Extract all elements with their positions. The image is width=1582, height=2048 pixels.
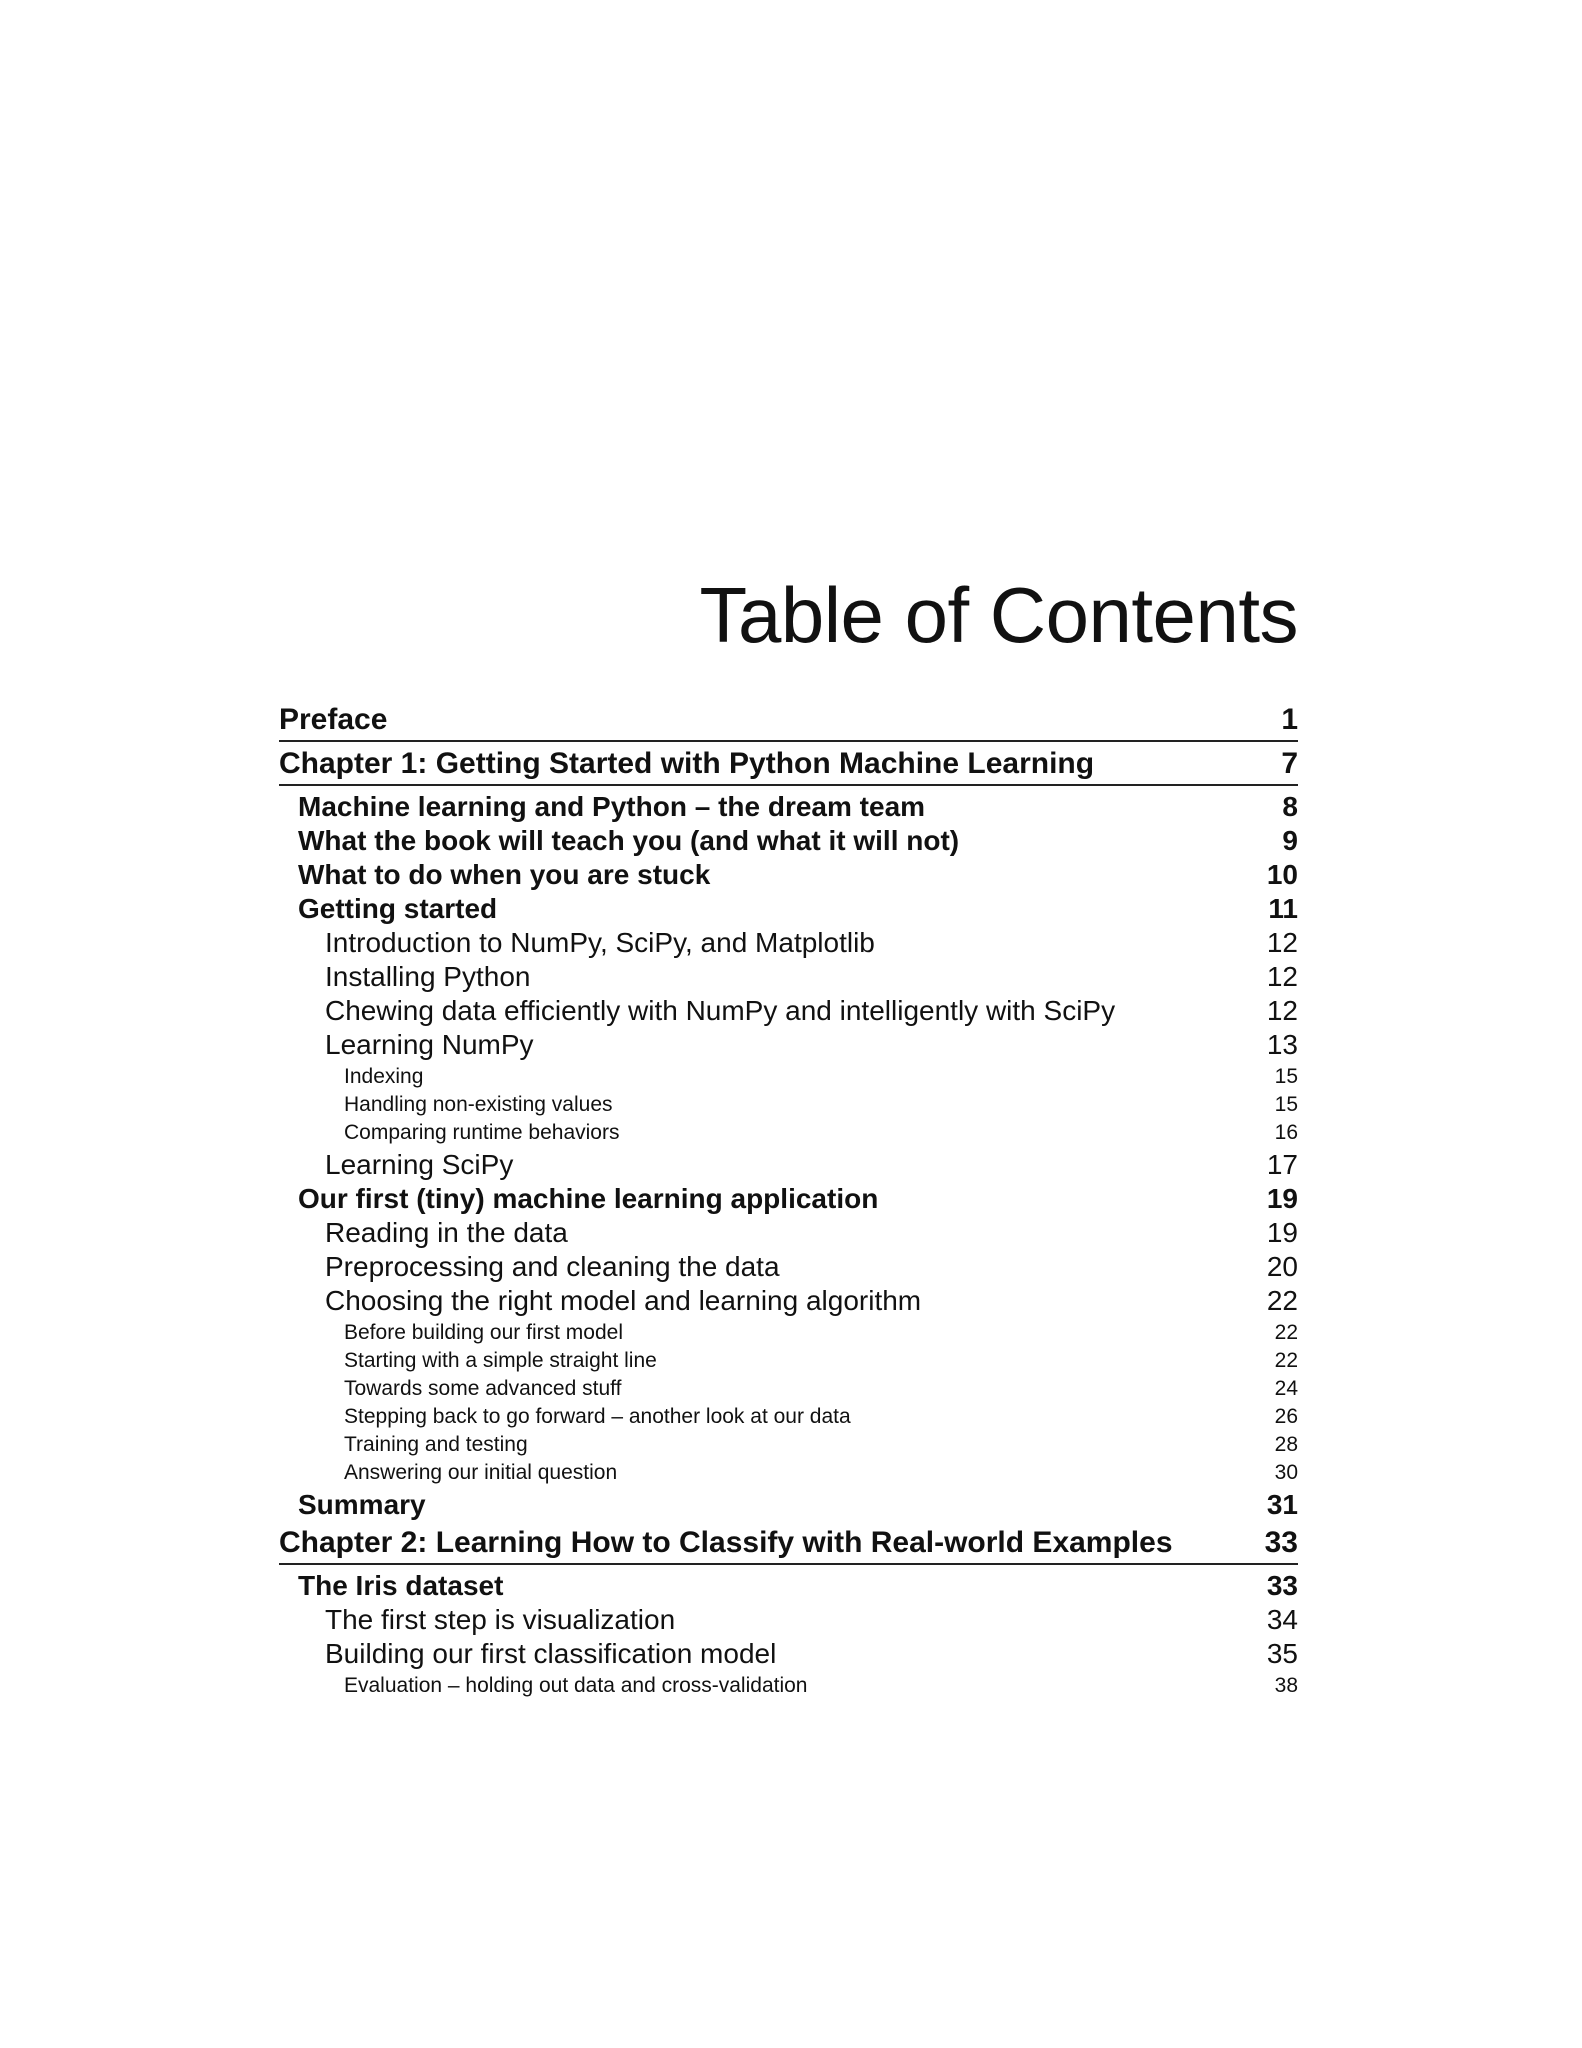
toc-entry-label: Preface <box>279 703 388 736</box>
toc-entry-section[interactable] <box>279 1569 1298 1603</box>
toc-entry-label: Installing Python <box>325 961 531 992</box>
toc-entry-page: 9 <box>1282 825 1298 856</box>
toc-entry-topic[interactable] <box>279 1119 1298 1147</box>
toc-entry-page: 20 <box>1266 1251 1298 1282</box>
toc-entry-label: The Iris dataset <box>298 1570 504 1601</box>
toc-entry-subsection[interactable] <box>279 1028 1298 1062</box>
toc-entry-label: Reading in the data <box>325 1217 568 1248</box>
toc-entry-topic[interactable] <box>279 1347 1298 1375</box>
toc-entry-subsection[interactable] <box>279 1250 1298 1284</box>
toc-entry-label: Introduction to NumPy, SciPy, and Matplotlib <box>325 927 875 958</box>
toc-entry-section[interactable] <box>279 790 1298 824</box>
toc-entry-page: 31 <box>1266 1489 1298 1520</box>
toc-entry-page: 30 <box>1274 1461 1298 1484</box>
toc-entry-page: 26 <box>1274 1405 1298 1428</box>
toc-entry-chapter-1[interactable] <box>279 744 1298 786</box>
toc-entry-label: Starting with a simple straight line <box>344 1349 657 1372</box>
toc-entry-section[interactable] <box>279 824 1298 858</box>
toc-entry-section[interactable] <box>279 1488 1298 1522</box>
toc-entry-page: 35 <box>1266 1638 1298 1669</box>
toc-entry-topic[interactable] <box>279 1403 1298 1431</box>
toc-entry-page: 16 <box>1274 1121 1298 1144</box>
toc-entry-page: 17 <box>1266 1149 1298 1180</box>
toc-entry-topic[interactable] <box>279 1672 1298 1700</box>
toc-entry-subsection[interactable] <box>279 1216 1298 1250</box>
toc-entry-page: 38 <box>1274 1674 1298 1697</box>
toc-entry-page: 19 <box>1266 1217 1298 1248</box>
toc-entry-subsection[interactable] <box>279 994 1298 1028</box>
toc-entry-label: What the book will teach you (and what it will not) <box>298 825 960 856</box>
toc-entry-subsection[interactable] <box>279 1284 1298 1318</box>
toc-entry-page: 11 <box>1268 893 1298 924</box>
toc-entry-preface[interactable] <box>279 700 1298 742</box>
toc-entry-label: Comparing runtime behaviors <box>344 1121 620 1144</box>
toc-entry-label: Preprocessing and cleaning the data <box>325 1251 780 1282</box>
toc-entry-label: Our first (tiny) machine learning application <box>298 1183 879 1214</box>
toc-entry-page: 7 <box>1281 747 1298 780</box>
toc-entry-page: 12 <box>1266 961 1298 992</box>
toc-entry-label: Machine learning and Python – the dream team <box>298 791 926 822</box>
toc-entry-page: 12 <box>1266 927 1298 958</box>
toc-entry-page: 15 <box>1274 1093 1298 1116</box>
toc-entry-label: What to do when you are stuck <box>298 859 711 890</box>
toc-entry-page: 33 <box>1266 1570 1298 1601</box>
toc-entry-label: Indexing <box>344 1065 424 1088</box>
toc-entry-subsection[interactable] <box>279 1603 1298 1637</box>
toc-entry-subsection[interactable] <box>279 1637 1298 1671</box>
toc-entry-topic[interactable] <box>279 1431 1298 1459</box>
toc-entry-topic[interactable] <box>279 1459 1298 1487</box>
toc-entry-subsection[interactable] <box>279 960 1298 994</box>
toc-entry-label: Stepping back to go forward – another look at our data <box>344 1405 851 1428</box>
toc-entry-chapter-2[interactable] <box>279 1523 1298 1565</box>
toc-entry-label: Before building our first model <box>344 1321 623 1344</box>
toc-entry-page: 24 <box>1274 1377 1298 1400</box>
toc-entry-label: Learning NumPy <box>325 1029 534 1060</box>
toc-entry-topic[interactable] <box>279 1375 1298 1403</box>
toc-entry-page: 33 <box>1264 1526 1298 1559</box>
toc-entry-label: Chapter 1: Getting Started with Python Machine Learning <box>279 747 1095 780</box>
toc-entry-page: 34 <box>1266 1604 1298 1635</box>
toc-entry-page: 15 <box>1274 1065 1298 1088</box>
toc-entry-page: 1 <box>1281 703 1298 736</box>
toc-entry-section[interactable] <box>279 892 1298 926</box>
page-title: Table of Contents <box>699 571 1298 659</box>
toc-entry-label: Training and testing <box>344 1433 528 1456</box>
toc-entry-section[interactable] <box>279 1182 1298 1216</box>
toc-entry-label: Towards some advanced stuff <box>344 1377 622 1400</box>
toc-entry-subsection[interactable] <box>279 926 1298 960</box>
toc-entry-label: Evaluation – holding out data and cross-validation <box>344 1674 808 1697</box>
toc-entry-page: 13 <box>1266 1029 1298 1060</box>
toc-entry-page: 28 <box>1274 1433 1298 1456</box>
toc-entry-page: 22 <box>1266 1285 1298 1316</box>
toc-entry-topic[interactable] <box>279 1319 1298 1347</box>
toc-entry-subsection[interactable] <box>279 1148 1298 1182</box>
toc-entry-section[interactable] <box>279 858 1298 892</box>
toc-entry-label: Chewing data efficiently with NumPy and intelligently with SciPy <box>325 995 1116 1026</box>
toc-entry-label: Building our first classification model <box>325 1638 777 1669</box>
toc-entry-label: Choosing the right model and learning algorithm <box>325 1285 922 1316</box>
toc-entry-label: Getting started <box>298 893 498 924</box>
toc-entry-page: 22 <box>1274 1349 1298 1372</box>
toc-entry-label: Learning SciPy <box>325 1149 514 1180</box>
toc-entry-label: Summary <box>298 1489 426 1520</box>
toc-entry-label: The first step is visualization <box>325 1604 676 1635</box>
toc-entry-page: 22 <box>1274 1321 1298 1344</box>
toc-entry-label: Handling non-existing values <box>344 1093 613 1116</box>
toc-entry-page: 19 <box>1266 1183 1298 1214</box>
toc-entry-page: 12 <box>1266 995 1298 1026</box>
toc-entry-topic[interactable] <box>279 1091 1298 1119</box>
toc-entry-page: 10 <box>1266 859 1298 890</box>
toc-entry-label: Chapter 2: Learning How to Classify with Real-world Examples <box>279 1526 1173 1559</box>
toc-entry-page: 8 <box>1282 791 1298 822</box>
toc-entry-topic[interactable] <box>279 1063 1298 1091</box>
toc-entry-label: Answering our initial question <box>344 1461 618 1484</box>
